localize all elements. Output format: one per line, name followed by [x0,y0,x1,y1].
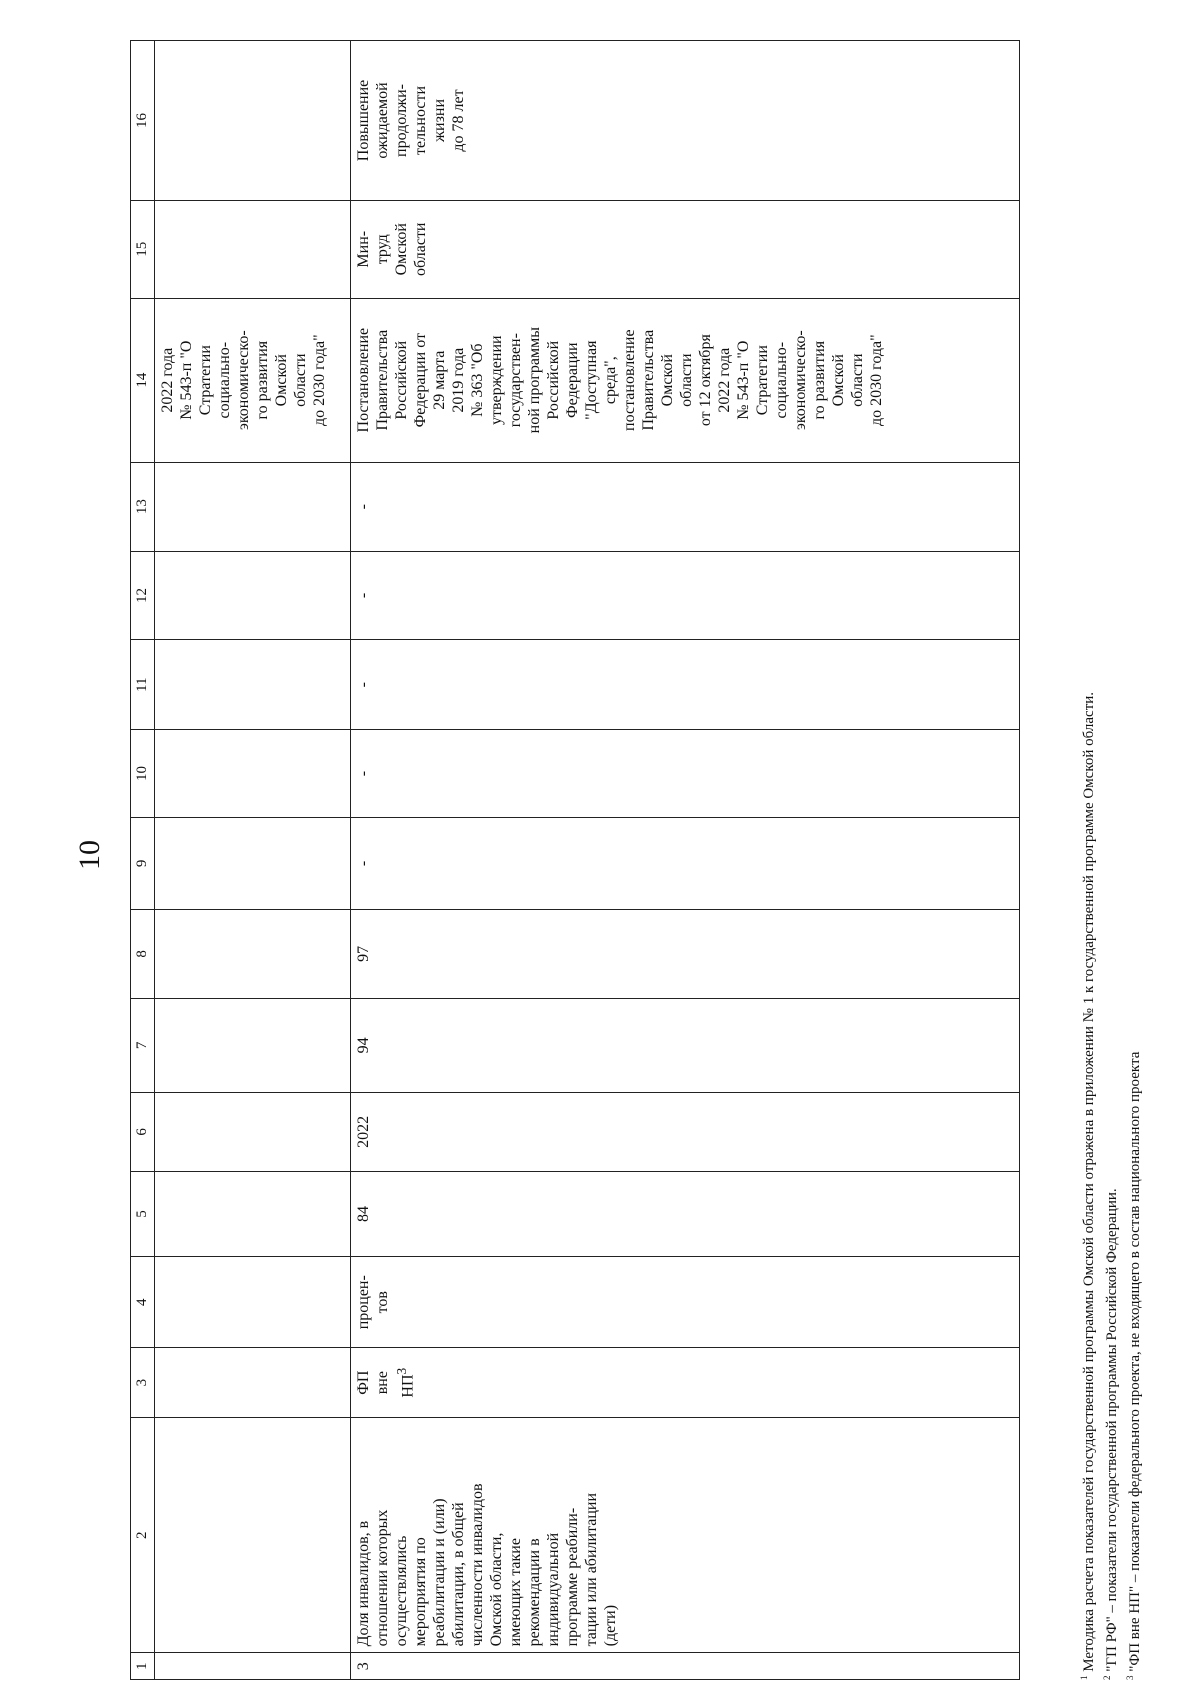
responsible-body: Мин- труд Омской области [351,200,1020,298]
table-row [351,41,1020,1680]
indicator-type [351,1348,1020,1418]
cont-cell-15 [155,200,351,298]
footnote-mark: 3 [1125,1675,1135,1680]
cont-cell-11 [155,640,351,730]
cont-cell-8 [155,909,351,998]
base-year: 2022 [351,1093,1020,1172]
cont-cell-4 [155,1257,351,1348]
base-value: 84 [351,1171,1020,1256]
cont-cell-7 [155,998,351,1092]
col-header-2: 2 [131,1418,155,1653]
continuation-row [155,41,351,1680]
footnote-ref-3: 3 [394,1367,409,1375]
value-col-7: 94 [351,998,1020,1092]
col-header-16: 16 [131,41,155,201]
value-col-12: - [351,551,1020,640]
col-header-15: 15 [131,200,155,298]
row-number: 3 [351,1653,1020,1680]
col-header-1: 1 [131,1653,155,1680]
indicator-name: Доля инвалидов, в отношении которых осуществлялись мероприятия по реабилитации и (или) абилитации, в общей численности инвалидов Омской области, имеющих такие рекомендации в индивидуальной программе реабили- тации или абилитации (дети) [351,1418,1020,1653]
col-header-7: 7 [131,998,155,1092]
col-header-5: 5 [131,1171,155,1256]
column-number-row [131,41,155,1680]
cont-cell-6 [155,1093,351,1172]
col-header-8: 8 [131,909,155,998]
col-header-12: 12 [131,551,155,640]
value-col-9: - [351,817,1020,909]
footnote-1 [1075,40,1098,1680]
footnotes [1075,40,1144,1680]
strategic-goal: Повышение ожидаемой продолжи- тельности жизни до 78 лет [351,41,1020,201]
col-header-3: 3 [131,1348,155,1418]
col-header-11: 11 [131,640,155,730]
unit-of-measure: процен- тов [351,1257,1020,1348]
footnote-text: "ФП вне НП" – показатели федерального проекта, не входящего в состав национального проекта [1127,1051,1143,1672]
footnote-text: Методика расчета показателей государственной программы Омской области отражена в приложении № 1 к государственной программе Омской области. [1081,691,1097,1672]
value-col-11: - [351,640,1020,730]
footnote-mark: 1 [1079,1675,1089,1680]
value-col-10: - [351,730,1020,818]
cont-cell-9 [155,817,351,909]
cont-cell-13 [155,462,351,551]
col-header-6: 6 [131,1093,155,1172]
footnote-mark: 2 [1102,1675,1112,1680]
cont-cell-16 [155,41,351,201]
col-header-10: 10 [131,730,155,818]
cont-cell-12 [155,551,351,640]
legal-document: Постановление Правительства Российской Федерации от 29 марта 2019 года № 363 "Об утверждении государствен- ной программы Российской Федерации "Доступная среда", постановление Правительства Омской области от 12 октября 2022 года № 543-п "О Стратегии социально- экономическо- го развития Омской области до 2030 года" [351,298,1020,462]
footnote-text: "ГП РФ" – показатели государственной программы Российской Федерации. [1104,1188,1120,1672]
value-col-8: 97 [351,909,1020,998]
footnote-3 [1121,40,1144,1680]
col-header-14: 14 [131,298,155,462]
cont-cell-10 [155,730,351,818]
page-number: 10 [73,840,106,870]
indicator-type-text: ФП вне НП [355,1370,417,1398]
indicators-table [130,40,1020,1680]
cont-document-text: 2022 года № 543-п "О Стратегии социально- экономическо- го развития Омской области до 2030 года" [155,298,351,462]
cont-cell-5 [155,1171,351,1256]
col-header-4: 4 [131,1257,155,1348]
value-col-13: - [351,462,1020,551]
col-header-13: 13 [131,462,155,551]
cont-cell-3 [155,1348,351,1418]
cont-cell-2 [155,1418,351,1653]
col-header-9: 9 [131,817,155,909]
cont-cell-1 [155,1653,351,1680]
footnote-2 [1098,40,1121,1680]
rotated-table-sheet [130,30,1143,1680]
